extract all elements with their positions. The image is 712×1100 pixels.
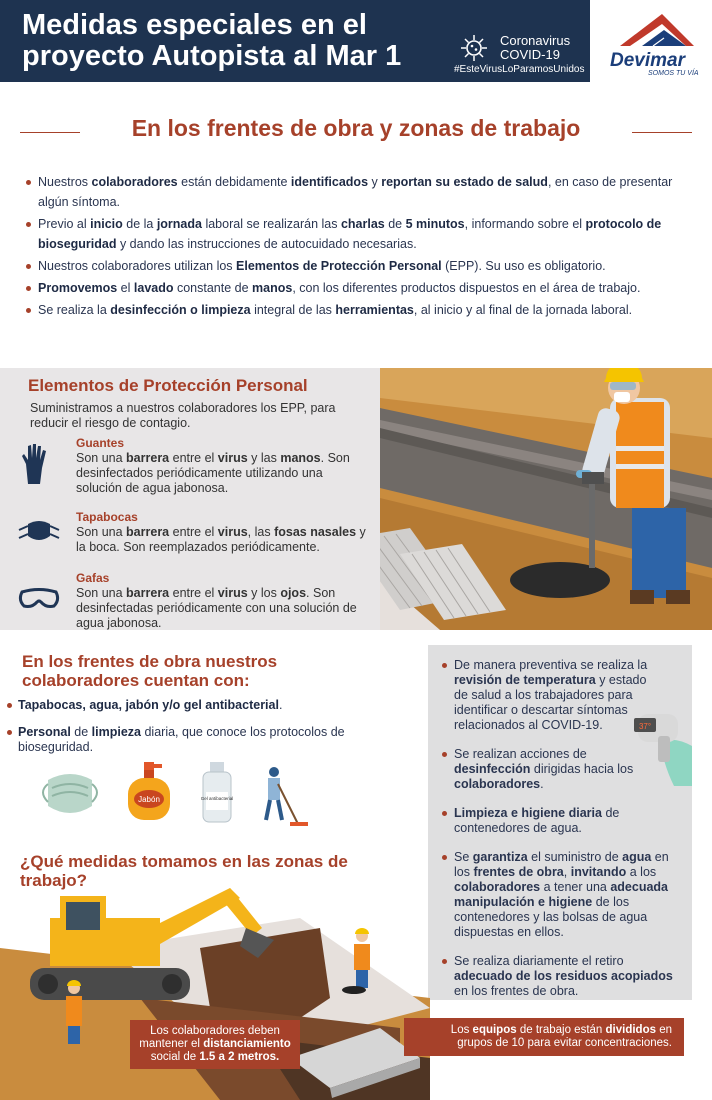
list-item: Limpieza e higiene diaria de contenedores de agua.: [440, 806, 676, 836]
list-item: Tapabocas, agua, jabón y/o gel antibacterial.: [6, 698, 386, 713]
groups-note: Los equipos de trabajo están divididos en grupos de 10 para evitar concentraciones.: [404, 1018, 684, 1056]
epp-item-text: Son una barrera entre el virus y los ojos. Son desinfectadas periódicamente con una solución de agua jabonosa.: [76, 586, 357, 630]
crew-supplies-list: [6, 698, 386, 767]
epp-intro: Suministramos a nuestros colaboradores los EPP, para reducir el riesgo de contagio.: [30, 401, 336, 430]
list-item: Promovemos el lavado constante de manos, con los diferentes productos dispuestos en el área de trabajo.: [26, 278, 676, 298]
section-title: En los frentes de obra y zonas de trabajo: [131, 115, 581, 141]
soap-label: Jabón: [138, 795, 160, 804]
list-item: Nuestros colaboradores utilizan los Elementos de Protección Personal (EPP). Su uso es obligatorio.: [26, 256, 676, 276]
supplies-icons: [40, 762, 320, 834]
list-item: Se garantiza el suministro de agua en los frentes de obra, invitando a los colaboradores a tener una adecuada manipulación e higiene de los contenedores y las bolsas de agua dispuestas en ellos.: [440, 850, 676, 940]
face-mask-icon: [18, 518, 60, 544]
covid-label-1: Coronavirus: [500, 33, 571, 48]
work-zones-title: ¿Qué medidas tomamos en las zonas de trabajo?: [20, 852, 348, 890]
epp-item-mask: [76, 510, 366, 555]
list-item: Nuestros colaboradores están debidamente identificados y reportan su estado de salud, en caso de presentar algún síntoma.: [26, 172, 676, 212]
worker-jackhammer-illustration: [380, 368, 712, 630]
header-banner: [0, 0, 712, 82]
distancing-note: Los colaboradores deben mantener el distanciamiento social de 1.5 a 2 metros.: [130, 1020, 300, 1069]
thermo-reading: 37°: [638, 722, 652, 731]
hashtag: #EsteVirusLoParamosUnidos: [454, 64, 585, 75]
list-item: Previo al inicio de la jornada laboral se realizarán las charlas de 5 minutos, informando sobre el protocolo de bioseguridad y dando las instrucciones de autocuidado necesarias.: [26, 214, 676, 254]
gel-label: Gel antibacterial: [200, 796, 234, 801]
cleaning-staff-icon: [266, 767, 308, 826]
list-item: Personal de limpieza diaria, que conoce los protocolos de bioseguridad.: [6, 725, 386, 755]
epp-title: Elementos de Protección Personal: [28, 376, 308, 395]
epp-item-name: Gafas: [76, 571, 110, 585]
epp-item-text: Son una barrera entre el virus, las fosas nasales y la boca. Son reemplazados periódicamente.: [76, 525, 366, 554]
glove-icon: [18, 442, 54, 486]
devimar-logo: Devimar SOMOS TU VÍA: [590, 0, 712, 82]
logo-mark-icon: [590, 0, 712, 50]
list-item: Se realiza diariamente el retiro adecuado de los residuos acopiados en los frentes de obra.: [440, 954, 676, 999]
list-item: Se realizan acciones de desinfección dirigidas hacia los colaboradores.: [440, 747, 676, 792]
epp-item-goggles: [76, 571, 366, 631]
epp-item-gloves: [76, 436, 366, 496]
crew-supplies-title: En los frentes de obra nuestros colaboradores cuentan con:: [22, 652, 278, 690]
gel-bottle-icon: [201, 762, 234, 822]
page-title: Medidas especiales en el proyecto Autopista al Mar 1: [22, 9, 402, 72]
soap-bottle-icon: [128, 762, 170, 820]
epp-item-text: Son una barrera entre el virus y las manos. Son desinfectados periódicamente utilizando una solución de agua jabonosa.: [76, 451, 350, 495]
list-item: De manera preventiva se realiza la revisión de temperatura y estado de salud a los trabajadores para identificar o descartar síntomas relacionados al COVID-19.: [440, 658, 676, 733]
goggles-icon: [18, 588, 60, 610]
covid-label-2: COVID-19: [500, 47, 560, 62]
list-item: Se realiza la desinfección o limpieza integral de las herramientas, al inicio y al final de la jornada laboral.: [26, 300, 676, 320]
face-mask-icon: [43, 774, 97, 813]
health-measures-list: [440, 658, 676, 1013]
epp-item-name: Tapabocas: [76, 510, 138, 524]
measures-list: [26, 172, 676, 322]
worker-icon: [66, 980, 82, 1044]
epp-item-name: Guantes: [76, 436, 125, 450]
virus-icon: [460, 34, 488, 62]
